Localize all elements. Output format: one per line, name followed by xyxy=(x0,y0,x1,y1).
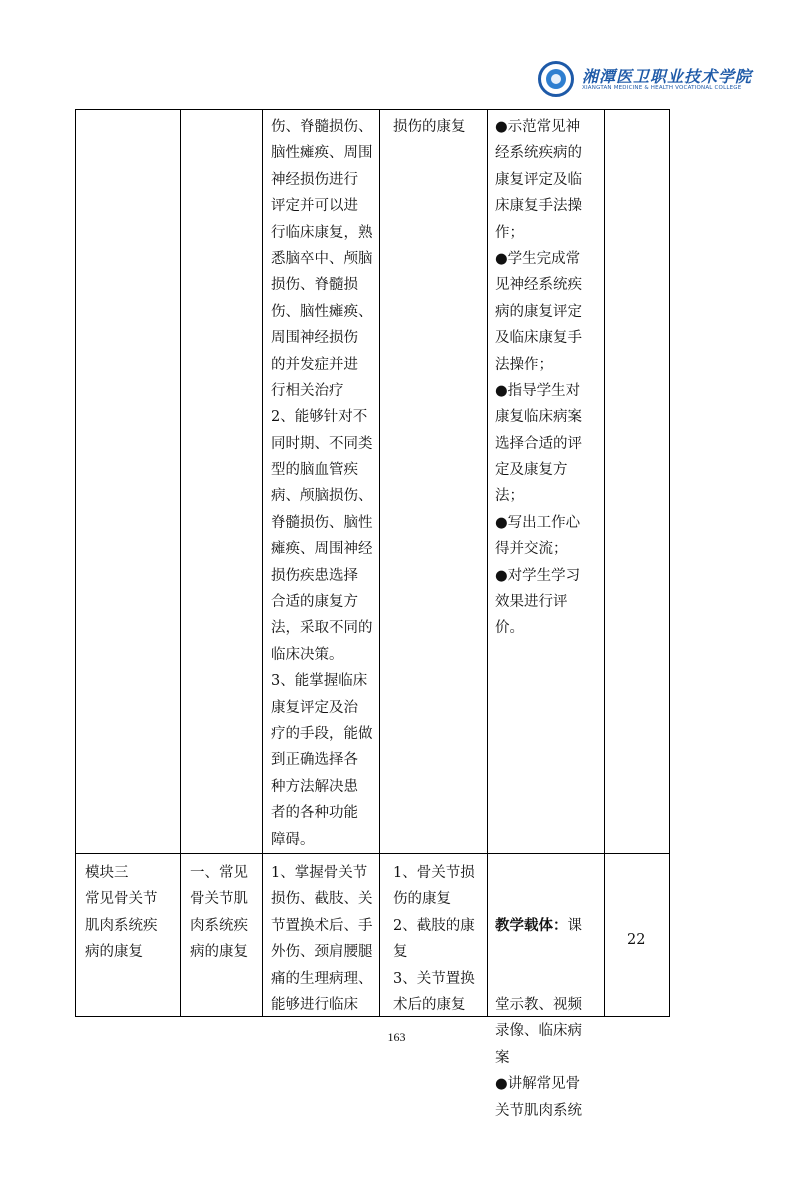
text-line: 行相关治疗 xyxy=(271,382,344,399)
text-line: 伤、脊髓损伤、 xyxy=(271,119,373,135)
unit-cell xyxy=(190,860,248,966)
text-line: ●示范常见神 xyxy=(495,119,581,135)
text-line: 2、截肢的康 xyxy=(393,917,475,934)
text-line: 术后的康复 xyxy=(393,996,466,1013)
goals-cell xyxy=(271,860,373,1018)
text-line: 复 xyxy=(393,944,408,961)
col-border xyxy=(180,109,181,1017)
col-border xyxy=(262,109,263,1017)
method-cell xyxy=(495,114,582,642)
text-line: 1、掌握骨关节 xyxy=(271,865,368,881)
page-number: 163 xyxy=(387,1030,406,1044)
text-line: 3、关节置换 xyxy=(393,970,475,987)
text-line: 效果进行评 xyxy=(495,594,568,611)
text-line: 录像、临床病 xyxy=(495,1023,582,1040)
text-line: 能够进行临床 xyxy=(271,996,358,1013)
text-line: 一、常见 xyxy=(190,865,248,881)
col-border xyxy=(75,109,76,1017)
text-line: 法，采取不同的 xyxy=(271,620,373,637)
text-line: 堂示教、视频 xyxy=(495,997,582,1014)
method-first-line xyxy=(495,913,582,939)
method-first-rest: 课 xyxy=(567,917,582,934)
text-line: 的并发症并进 xyxy=(271,356,358,373)
col-border xyxy=(604,109,605,1017)
col-border xyxy=(379,109,380,1017)
text-line: 外伤、颈肩腰腿 xyxy=(271,944,373,961)
text-line: 损伤疾患选择 xyxy=(271,567,358,584)
text-line: 1、骨关节损 xyxy=(393,865,475,881)
text-line: 肉系统疾 xyxy=(190,917,248,934)
text-line: 法； xyxy=(495,488,524,505)
text-line: 模块三 xyxy=(85,865,129,881)
text-line: 常见骨关节 xyxy=(85,891,158,908)
text-line: 病的康复评定 xyxy=(495,303,582,320)
text-line: 案 xyxy=(495,1049,510,1066)
text-line: 损伤的康复 xyxy=(393,119,466,135)
school-seal-icon xyxy=(538,61,574,97)
text-line: 损伤、截肢、关 xyxy=(271,891,373,908)
text-line: 见神经系统疾 xyxy=(495,277,582,294)
text-line: 骨关节肌 xyxy=(190,891,248,908)
text-line: 经系统疾病的 xyxy=(495,145,582,162)
content-cell xyxy=(393,860,475,1018)
text-line: 康复评定及治 xyxy=(271,699,358,716)
text-line: 病的康复 xyxy=(190,944,248,961)
text-line: 定及康复方 xyxy=(495,462,568,479)
text-line: 痛的生理病理、 xyxy=(271,970,373,987)
text-line: 瘫痪、周围神经 xyxy=(271,541,373,558)
text-line: 脊髓损伤、脑性 xyxy=(271,514,373,531)
text-line: 者的各种功能 xyxy=(271,805,358,822)
text-line: ●写出工作心 xyxy=(495,514,581,531)
school-logo xyxy=(538,58,753,108)
text-line: ●讲解常见骨 xyxy=(495,1076,581,1093)
text-line: 伤的康复 xyxy=(393,891,451,908)
text-line: 种方法解决患 xyxy=(271,778,358,795)
text-line: 得并交流； xyxy=(495,541,568,558)
table-right-border xyxy=(669,109,670,1017)
text-line: 病、颅脑损伤、 xyxy=(271,488,373,505)
text-line: 法操作； xyxy=(495,356,553,373)
text-line: 神经损伤进行 xyxy=(271,171,358,188)
row-divider xyxy=(75,853,670,854)
school-name-cn: 湘潭医卫职业技术学院 xyxy=(582,67,753,86)
text-line: 脑性瘫痪、周围 xyxy=(271,145,373,162)
text-line: 周围神经损伤 xyxy=(271,330,358,347)
col-border xyxy=(487,109,488,1017)
text-line: 节置换术后、手 xyxy=(271,917,373,934)
text-line: 价。 xyxy=(495,620,524,637)
text-line: 到正确选择各 xyxy=(271,752,358,769)
text-line: 2、能够针对不 xyxy=(271,409,368,426)
text-line: 床康复手法操 xyxy=(495,198,582,215)
school-name-en: XIANGTAN MEDICINE & HEALTH VOCATIONAL COLLEGE xyxy=(582,85,742,91)
method-cell xyxy=(495,860,582,1177)
text-line: 行临床康复，熟 xyxy=(271,224,373,241)
text-line: 伤、脑性瘫痪、 xyxy=(271,303,373,320)
text-line: 康复评定及临 xyxy=(495,171,582,188)
text-line: 及临床康复手 xyxy=(495,330,582,347)
text-line: 康复临床病案 xyxy=(495,409,582,426)
text-line: 关节肌肉系统 xyxy=(495,1102,582,1119)
text-line: 作； xyxy=(495,224,524,241)
text-line: ●学生完成常 xyxy=(495,250,581,267)
text-line: 肌肉系统疾 xyxy=(85,917,158,934)
text-line: 评定并可以进 xyxy=(271,198,358,215)
text-line: 同时期、不同类 xyxy=(271,435,373,452)
text-line: 病的康复 xyxy=(85,944,143,961)
text-line: 损伤、脊髓损 xyxy=(271,277,358,294)
text-line: ●对学生学习 xyxy=(495,567,581,584)
text-line: 障碍。 xyxy=(271,831,315,848)
content-cell xyxy=(393,114,466,140)
teaching-carrier-label: 教学载体： xyxy=(495,916,568,934)
text-line: 型的脑血管疾 xyxy=(271,462,358,479)
text-line: 3、能掌握临床 xyxy=(271,673,368,690)
text-line: 疗的手段，能做 xyxy=(271,725,373,742)
table-top-border xyxy=(75,109,670,110)
text-line: 选择合适的评 xyxy=(495,435,582,452)
text-line: 临床决策。 xyxy=(271,646,344,663)
hours-value: 22 xyxy=(627,932,646,948)
text-line: 悉脑卒中、颅脑 xyxy=(271,250,373,267)
module-cell xyxy=(85,860,158,966)
goals-cell xyxy=(271,114,373,853)
text-line: ●指导学生对 xyxy=(495,382,581,399)
text-line: 合适的康复方 xyxy=(271,594,358,611)
